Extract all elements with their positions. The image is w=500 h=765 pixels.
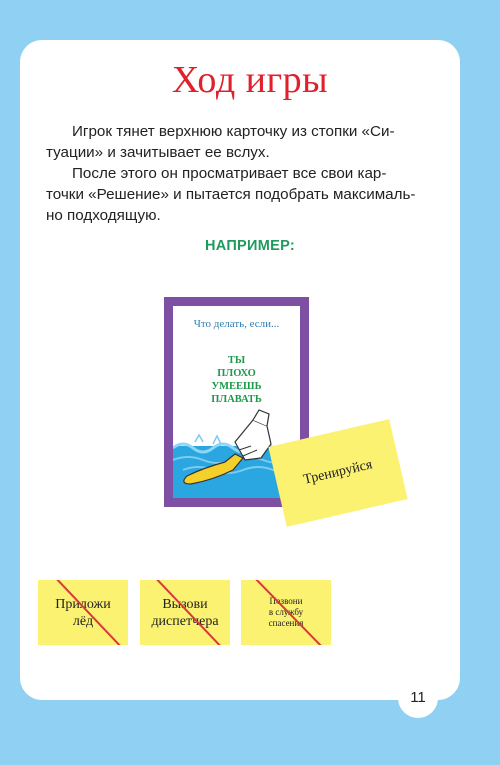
situation-line: ПЛОХО [217, 368, 256, 379]
page-number: 11 [398, 678, 438, 718]
solution-option-line: Вызови [162, 596, 208, 612]
situation-line: ПЛАВАТЬ [211, 394, 262, 405]
solution-option-line: Позвони [269, 596, 303, 606]
solution-option-line: диспетчера [151, 613, 219, 629]
solution-option-line: лёд [72, 613, 94, 629]
example-label: НАПРИМЕР: [204, 238, 296, 254]
paragraph-2-line: но подходящую. [46, 207, 161, 224]
paragraph-1 [46, 121, 442, 163]
solution-option-card [140, 580, 230, 645]
strike-line [140, 580, 230, 645]
solution-option-line: Приложи [55, 596, 111, 612]
strike-line [38, 580, 128, 645]
paragraph-2 [46, 163, 442, 226]
situation-card-question: Что делать, если... [193, 318, 280, 330]
solution-option-line: спасения [268, 618, 304, 628]
strike-line [241, 580, 331, 645]
paragraph-1-line: туации» и зачитывает ее вслух. [46, 144, 270, 161]
solution-option-line: в службу [268, 607, 304, 617]
solution-card-main-text: Тренируйся [302, 457, 374, 488]
solution-option-card [241, 580, 331, 645]
paragraph-1-line: Игрок тянет верхнюю карточку из стопки «Си- [72, 123, 395, 140]
situation-line: УМЕЕШЬ [211, 381, 262, 392]
paragraph-2-line: точки «Решение» и пытается подобрать максималь- [46, 186, 416, 203]
situation-line: ТЫ [227, 355, 246, 366]
paragraph-2-line: После этого он просматривает все свои кар- [72, 165, 387, 182]
solution-option-card [38, 580, 128, 645]
page-title: Ход игры [171, 59, 329, 101]
